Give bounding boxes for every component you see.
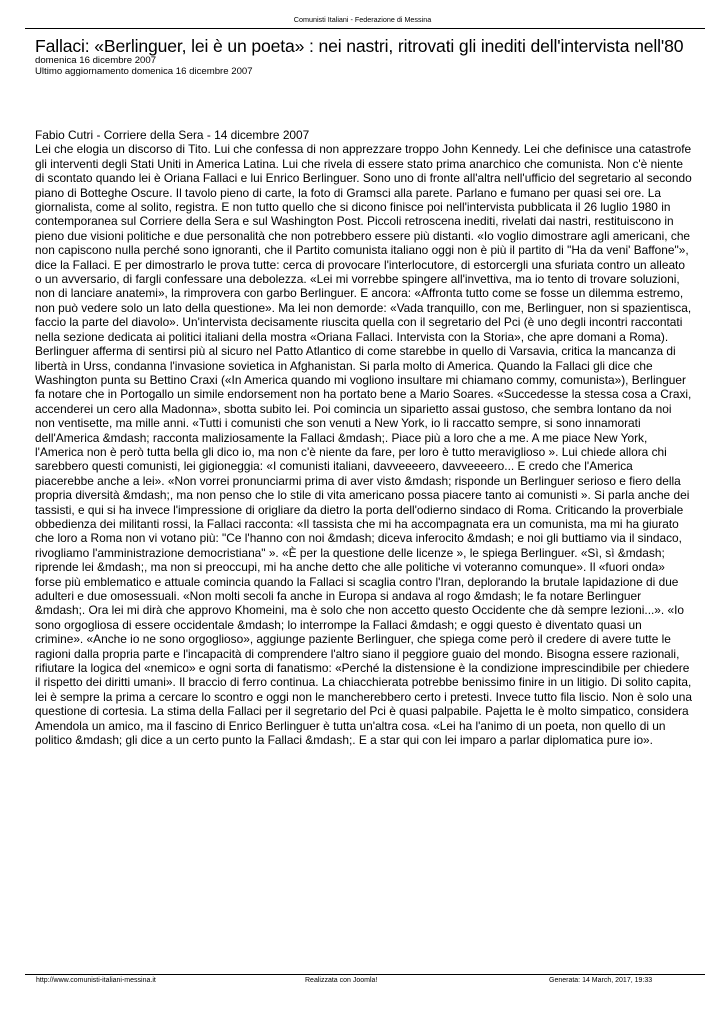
footer-url: http://www.comunisti-italiani-messina.it <box>36 977 156 984</box>
footer-credit: Realizzata con Joomla! <box>305 977 378 984</box>
footer-divider <box>25 974 705 975</box>
article-last-updated: Ultimo aggiornamento domenica 16 dicembre 2007 <box>35 65 253 77</box>
article-header <box>35 37 695 77</box>
article-byline: Fabio Cutri - Corriere della Sera - 14 dicembre 2007 <box>35 128 310 142</box>
site-header: Comunisti Italiani - Federazione di Messina <box>293 15 432 24</box>
footer-generated: Generata: 14 March, 2017, 19:33 <box>549 977 653 984</box>
article-body <box>35 128 693 747</box>
article-date: domenica 16 dicembre 2007 <box>35 55 157 66</box>
article-text: Lei che elogia un discorso di Tito. Lui che confessa di non apprezzare troppo John Kennedy. Lei che definisce una catastrofe gli interventi degli Stati Uniti in America Latina. Lui che rivela di essere stato prima anarchico che comunista. Non c'è niente di scontato quando lei è Oriana Fallaci e lui Enrico Berlinguer. Sono uno di fronte all'altra nell'ufficio del segretario al secondo piano di Botteghe Oscure. Il tavolo pieno di carte, la foto di Gramsci alla parete. Parlano e fumano per quasi sei ore. La giornalista, come al solito, registra. E non tutto quello che si dicono finisce poi nell'intervista pubblicata il 26 luglio 1980 in contemporanea sul Corriere della Sera e sul Washington Post. Piccoli retroscena inediti, rivelati dai nastri, restituiscono in pieno due visioni politiche e due personalità che non potrebbero essere più distanti. «Io voglio dimostrare agli americani, che non capiscono nulla perché sono ignoranti, che il Partito comunista italiano oggi non è più il partito di "Ha da veni' Baffone"», dice la Fallaci. E per dimostrarlo le prova tutte: cerca di provocare l'interlocutore, di estorcergli una sfuriata contro un alleato o un avversario, di fargli confessare una debolezza. «Lei mi vorrebbe spingere all'invettiva, ma io tento di trovare soluzioni, non di lanciare anatemi», la rimprovera con garbo Berlinguer. E ancora: «Affronta tutto come se fosse un dilemma estremo, non può vedere solo un lato della questione». Ma lei non demorde: «Vada tranquillo, con me, Berlinguer, non si spazientisca, faccio la parte del diavolo». Un'intervista decisamente riuscita quella con il segretario del Pci (è uno degli incontri raccontati nella sezione dedicata ai politici italiani della mostra «Oriana Fallaci. Intervista con la Storia», che apre domani a Roma). Berlinguer afferma di sentirsi più al sicuro nel Patto Atlantico di come starebbe in quello di Varsavia, critica la mancanza di libertà in Urss, condanna l'invasione sovietica in Afghanistan. Si parla molto di America. Quando la Fallaci gli dice che Washington punta su Bettino Craxi («In America quando mi vogliono insultare mi chiamano commy, comunista»), Berlinguer fa notare che in Portogallo un simile endorsement non ha portato bene a Mario Soares. «Succedesse la stessa cosa a Craxi, accenderei un cero alla Madonna», sbotta subito lei. Poi comincia un siparietto assai gustoso, che sembra lontano da noi non ventisette, ma mille anni. «Tutti i comunisti che son venuti a New York, io li raccatto sempre, si sono innamorati dell'America &mdash; racconta maliziosamente la Fallaci &mdash;. Piace più a loro che a me. A me piace New York, l'America non è però tutta bella gli dico io, ma non c'è niente da fare, per loro è tutto meraviglioso ». Lui chiede allora chi sarebbero questi comunisti, lei gigioneggia: «I comunisti italiani, davveeeero, davveeeero... E credo che l'America piacerebbe anche a lei». «Non vorrei pronunciarmi prima di aver visto &mdash; risponde un Berlinguer serioso e fiero della propria diversità &mdash;, ma non penso che lo stile di vita americano possa piacere tanto ai comunisti ». Si parla anche dei tassisti, e qui si ha invece l'impressione di origliare da dietro la porta dell'odierno sindaco di Roma. Criticando la proverbiale obbedienza dei militanti rossi, la Fallaci racconta: «Il tassista che mi ha accompagnata era un comunista, ma mi ha giurato che loro a Roma non vi votano più: "Ce l'hanno con noi &mdash; diceva inferocito &mdash; e noi gli buttiamo via il sindaco, rivogliamo l'amministrazione democristiana" ». «È per la questione delle licenze », le spiega Berlinguer. «Sì, sì &mdash; riprende lei &mdash;, ma non si preoccupi, mi ha anche detto che alle politiche vi voteranno comunque». Il «fuori onda» forse più emblematico e attuale comincia quando la Fallaci si scaglia contro l'Iran, deplorando la brutale lapidazione di due adulteri e due omosessuali. «Non molti secoli fa anche in Europa si andava al rogo &mdash; le fa notare Berlinguer &mdash;. Ora lei mi dirà che approvo Khomeini, ma è solo che non accetto questo Occidente che dà sempre lezioni...». «Io sono orgogliosa di essere occidentale &mdash; lo interrompe la Fallaci &mdash; e oggi questo è diventato quasi un crimine». «Anche io ne sono orgoglioso», aggiunge paziente Berlinguer, che spiega come però il credere di avere tutte le ragioni dalla propria parte e l'incapacità di comprendere l'altro siano il peggiore guaio del mondo. Bisogna essere razionali, rifiutare la logica del «nemico» e ogni sorta di fanatismo: «Perché la distensione è la condizione imprescindibile per chiedere il rispetto dei diritti umani». Il braccio di ferro continua. La chiacchierata potrebbe benissimo finire in un litigio. Di solito capita, lei è sempre la prima a cercare lo scontro e oggi non le mancherebbero certo i pretesti. Invece tutto fila liscio. Non è solo una questione di cortesia. La stima della Fallaci per il segretario del Pci è quasi palpabile. Pajetta le è molto simpatico, considera Amendola un amico, ma il fascino di Enrico Berlinguer è tutta un'altra cosa. «Lei ha l'animo di un poeta, non quello di un politico &mdash; gli dice a un certo punto la Fallaci &mdash;. E a star qui con lei imparo a parlar diplomatica pure io». <box>35 142 692 748</box>
article-title: Fallaci: «Berlinguer, lei è un poeta» : nei nastri, ritrovati gli inediti dell'intervista nell'80 <box>35 36 684 56</box>
header-divider <box>25 28 705 29</box>
